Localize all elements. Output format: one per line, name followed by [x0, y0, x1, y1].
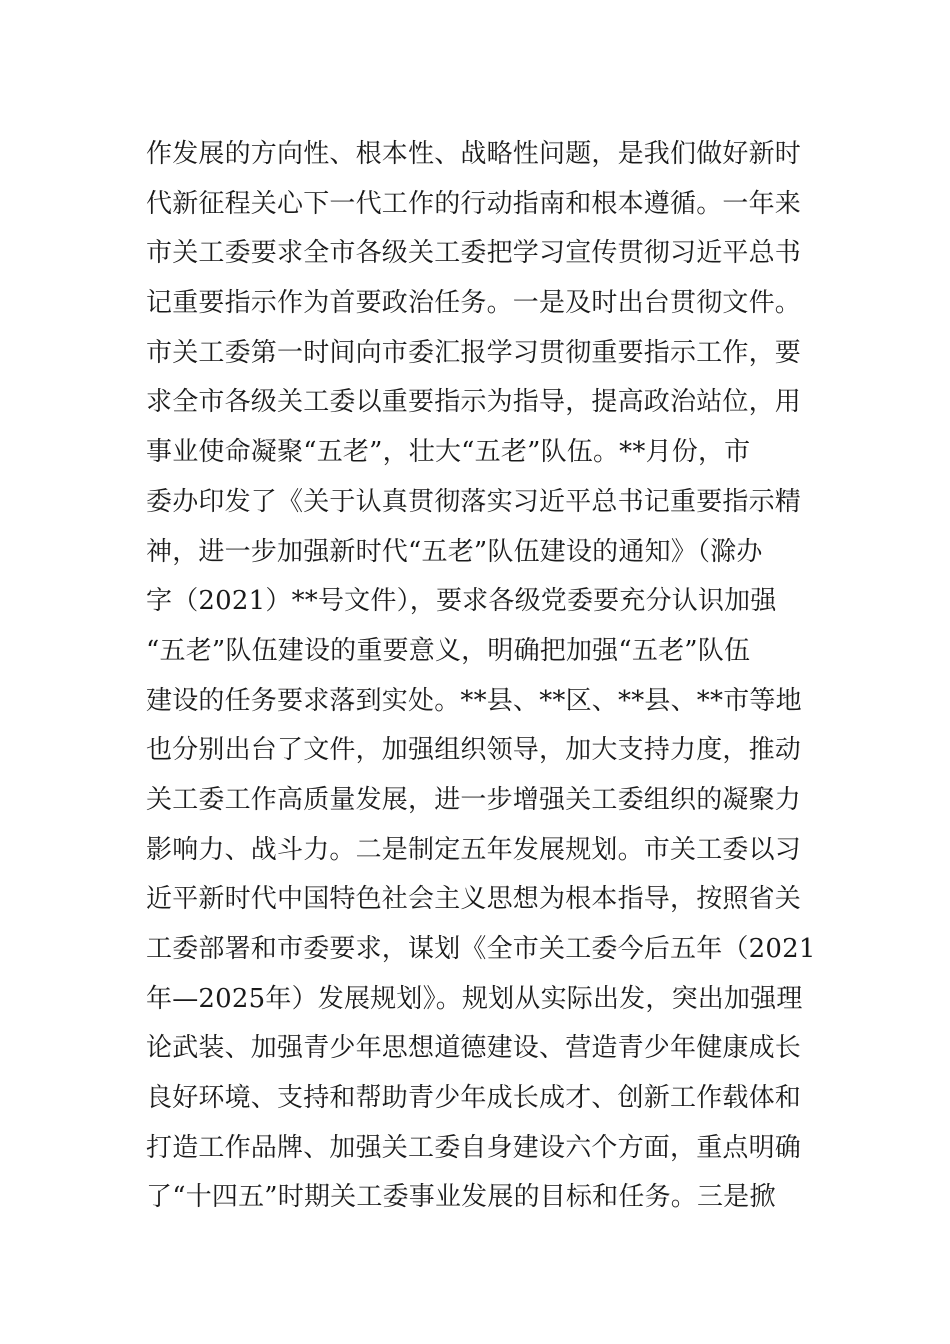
text-line-13: 也分别出台了文件，加强组织领导，加大支持力度，推动 — [146, 735, 802, 766]
text-line-15: 影响力、战斗力。二是制定五年发展规划。市关工委以习 — [146, 834, 802, 865]
text-line-2: 代新征程关心下一代工作的行动指南和根本遵循。一年来 — [146, 188, 802, 219]
text-line-6: 求全市各级关工委以重要指示为指导，提高政治站位，用 — [146, 387, 802, 418]
text-line-16: 近平新时代中国特色社会主义思想为根本指导，按照省关 — [146, 884, 802, 915]
text-line-14: 关工委工作高质量发展，进一步增强关工委组织的凝聚力 — [146, 784, 802, 815]
text-line-22: 了“十四五”时期关工委事业发展的目标和任务。三是掀 — [146, 1182, 776, 1213]
text-line-9: 神，进一步加强新时代“五老”队伍建设的通知》（滁办 — [146, 536, 763, 567]
body-text — [146, 130, 816, 1223]
text-line-5: 市关工委第一时间向市委汇报学习贯彻重要指示工作，要 — [146, 337, 802, 368]
text-line-4: 记重要指示作为首要政治任务。一是及时出台贯彻文件。 — [146, 288, 802, 319]
text-line-7: 事业使命凝聚“五老”，壮大“五老”队伍。**月份，市 — [146, 437, 751, 468]
text-line-8: 委办印发了《关于认真贯彻落实习近平总书记重要指示精 — [146, 486, 802, 517]
text-line-1: 作发展的方向性、根本性、战略性问题，是我们做好新时 — [146, 139, 802, 169]
text-line-12: 建设的任务要求落到实处。**县、**区、**县、**市等地 — [146, 685, 802, 716]
text-line-21: 打造工作品牌、加强关工委自身建设六个方面，重点明确 — [146, 1132, 802, 1163]
text-line-17: 工委部署和市委要求，谋划《全市关工委今后五年（2021 — [146, 934, 816, 964]
text-line-20: 良好环境、支持和帮助青少年成长成才、创新工作载体和 — [146, 1083, 802, 1114]
text-line-19: 论武装、加强青少年思想道德建设、营造青少年健康成长 — [146, 1033, 802, 1064]
text-line-3: 市关工委要求全市各级关工委把学习宣传贯彻习近平总书 — [146, 238, 802, 269]
text-line-11: “五老”队伍建设的重要意义，明确把加强“五老”队伍 — [146, 635, 751, 666]
text-line-18: 年—2025年）发展规划》。规划从实际出发，突出加强理 — [146, 983, 803, 1014]
text-line-10: 字（2021）**号文件），要求各级党委要充分认识加强 — [146, 586, 777, 617]
